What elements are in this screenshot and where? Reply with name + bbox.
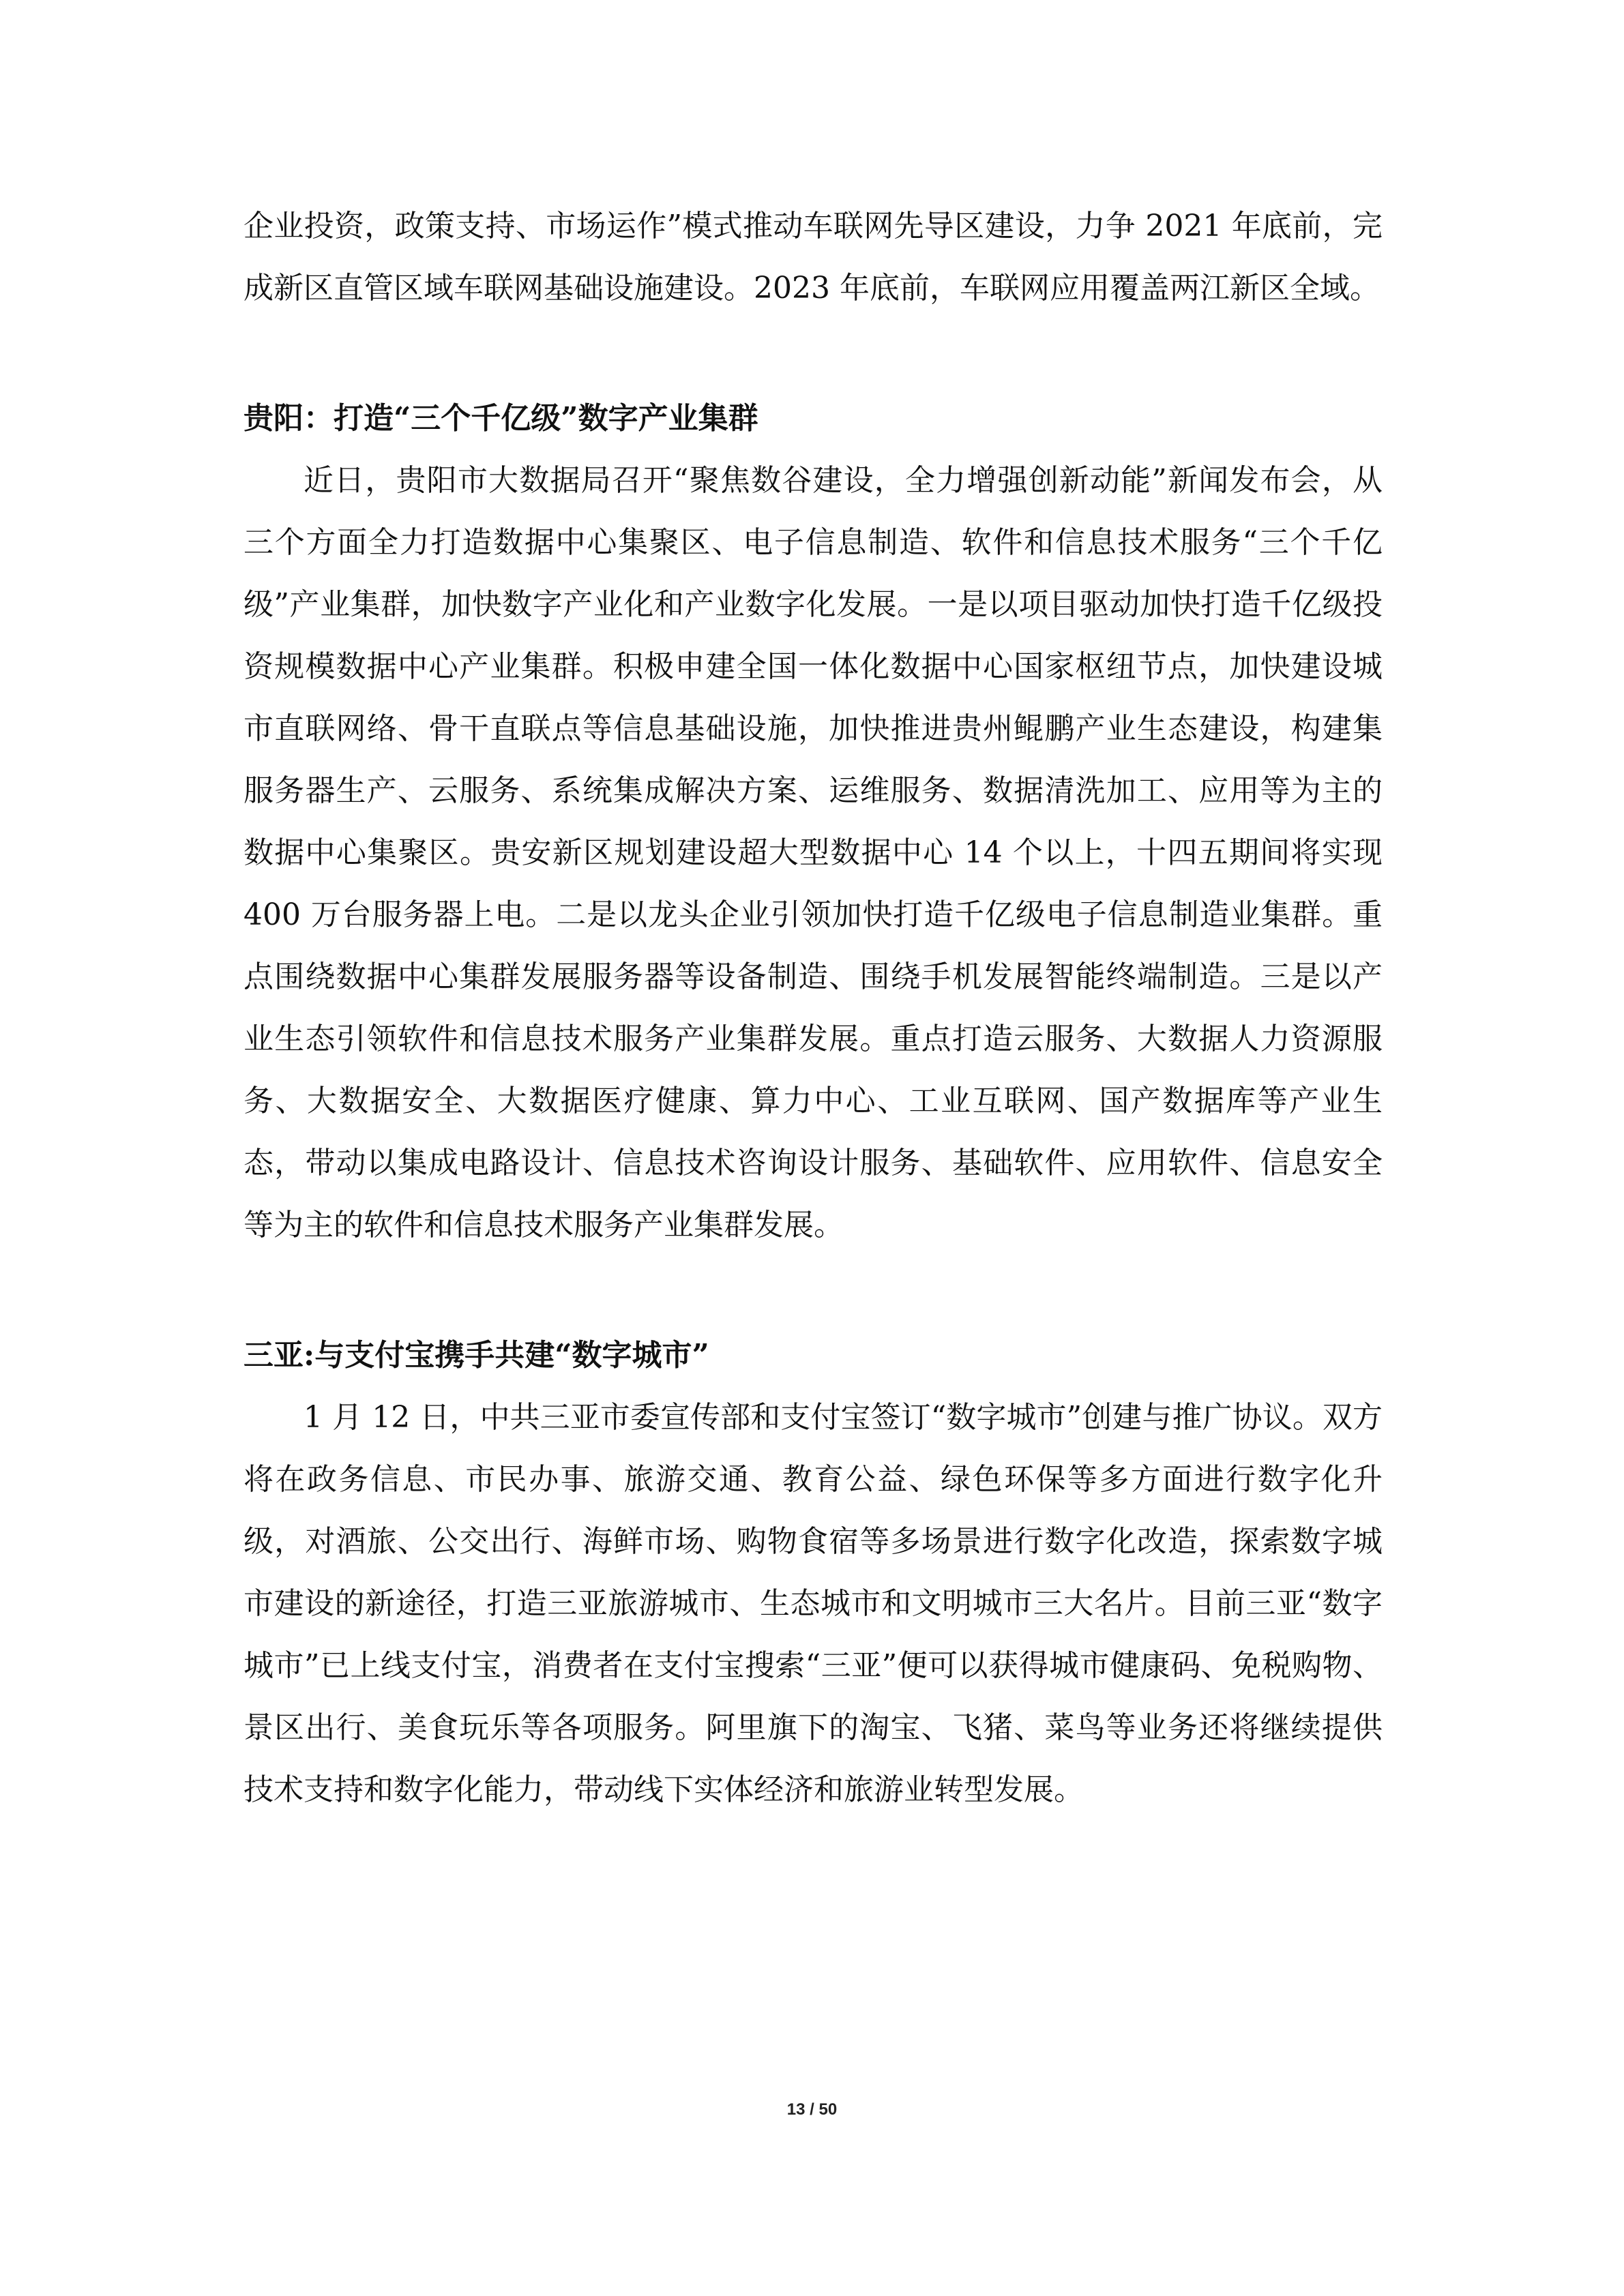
section-gap: [243, 1256, 1383, 1324]
section-paragraph-guiyang: 近日，贵阳市大数据局召开“聚焦数谷建设，全力增强创新动能”新闻发布会，从三个方面全力打造数据中心集聚区、电子信息制造、软件和信息技术服务“三个千亿级”产业集群，加快数字产业化和产业数字化发展。一是以项目驱动加快打造千亿级投资规模数据中心产业集群。积极申建全国一体化数据中心国家枢纽节点，加快建设城市直联网络、骨干直联点等信息基础设施，加快推进贵州鲲鹏产业生态建设，构建集服务器生产、云服务、系统集成解决方案、运维服务、数据清洗加工、应用等为主的数据中心集聚区。贵安新区规划建设超大型数据中心 14 个以上，十四五期间将实现 400 万台服务器上电。二是以龙头企业引领加快打造千亿级电子信息制造业集群。重点围绕数据中心集群发展服务器等设备制造、围绕手机发展智能终端制造。三是以产业生态引领软件和信息技术服务产业集群发展。重点打造云服务、大数据人力资源服务、大数据安全、大数据医疗健康、算力中心、工业互联网、国产数据库等产业生态，带动以集成电路设计、信息技术咨询设计服务、基础软件、应用软件、信息安全等为主的软件和信息技术服务产业集群发展。: [243, 463, 1383, 1242]
page-number: 13 / 50: [786, 2100, 838, 2119]
section-gap: [243, 319, 1383, 387]
section-heading-sanya: 三亚:与支付宝携手共建“数字城市”: [243, 1338, 709, 1373]
continuation-paragraph: 企业投资，政策支持、市场运作”模式推动车联网先导区建设，力争 2021 年底前，完成新区直管区域车联网基础设施建设。2023 年底前，车联网应用覆盖两江新区全域。: [243, 209, 1383, 305]
section-heading-guiyang: 贵阳：打造“三个千亿级”数字产业集群: [243, 401, 758, 436]
document-body: [243, 195, 1383, 1821]
section-paragraph-sanya: 1 月 12 日，中共三亚市委宣传部和支付宝签订“数字城市”创建与推广协议。双方将在政务信息、市民办事、旅游交通、教育公益、绿色环保等多方面进行数字化升级，对酒旅、公交出行、海鲜市场、购物食宿等多场景进行数字化改造，探索数字城市建设的新途径，打造三亚旅游城市、生态城市和文明城市三大名片。目前三亚“数字城市”已上线支付宝，消费者在支付宝搜索“三亚”便可以获得城市健康码、免税购物、景区出行、美食玩乐等各项服务。阿里旗下的淘宝、飞猪、菜鸟等业务还将继续提供技术支持和数字化能力，带动线下实体经济和旅游业转型发展。: [243, 1400, 1383, 1807]
